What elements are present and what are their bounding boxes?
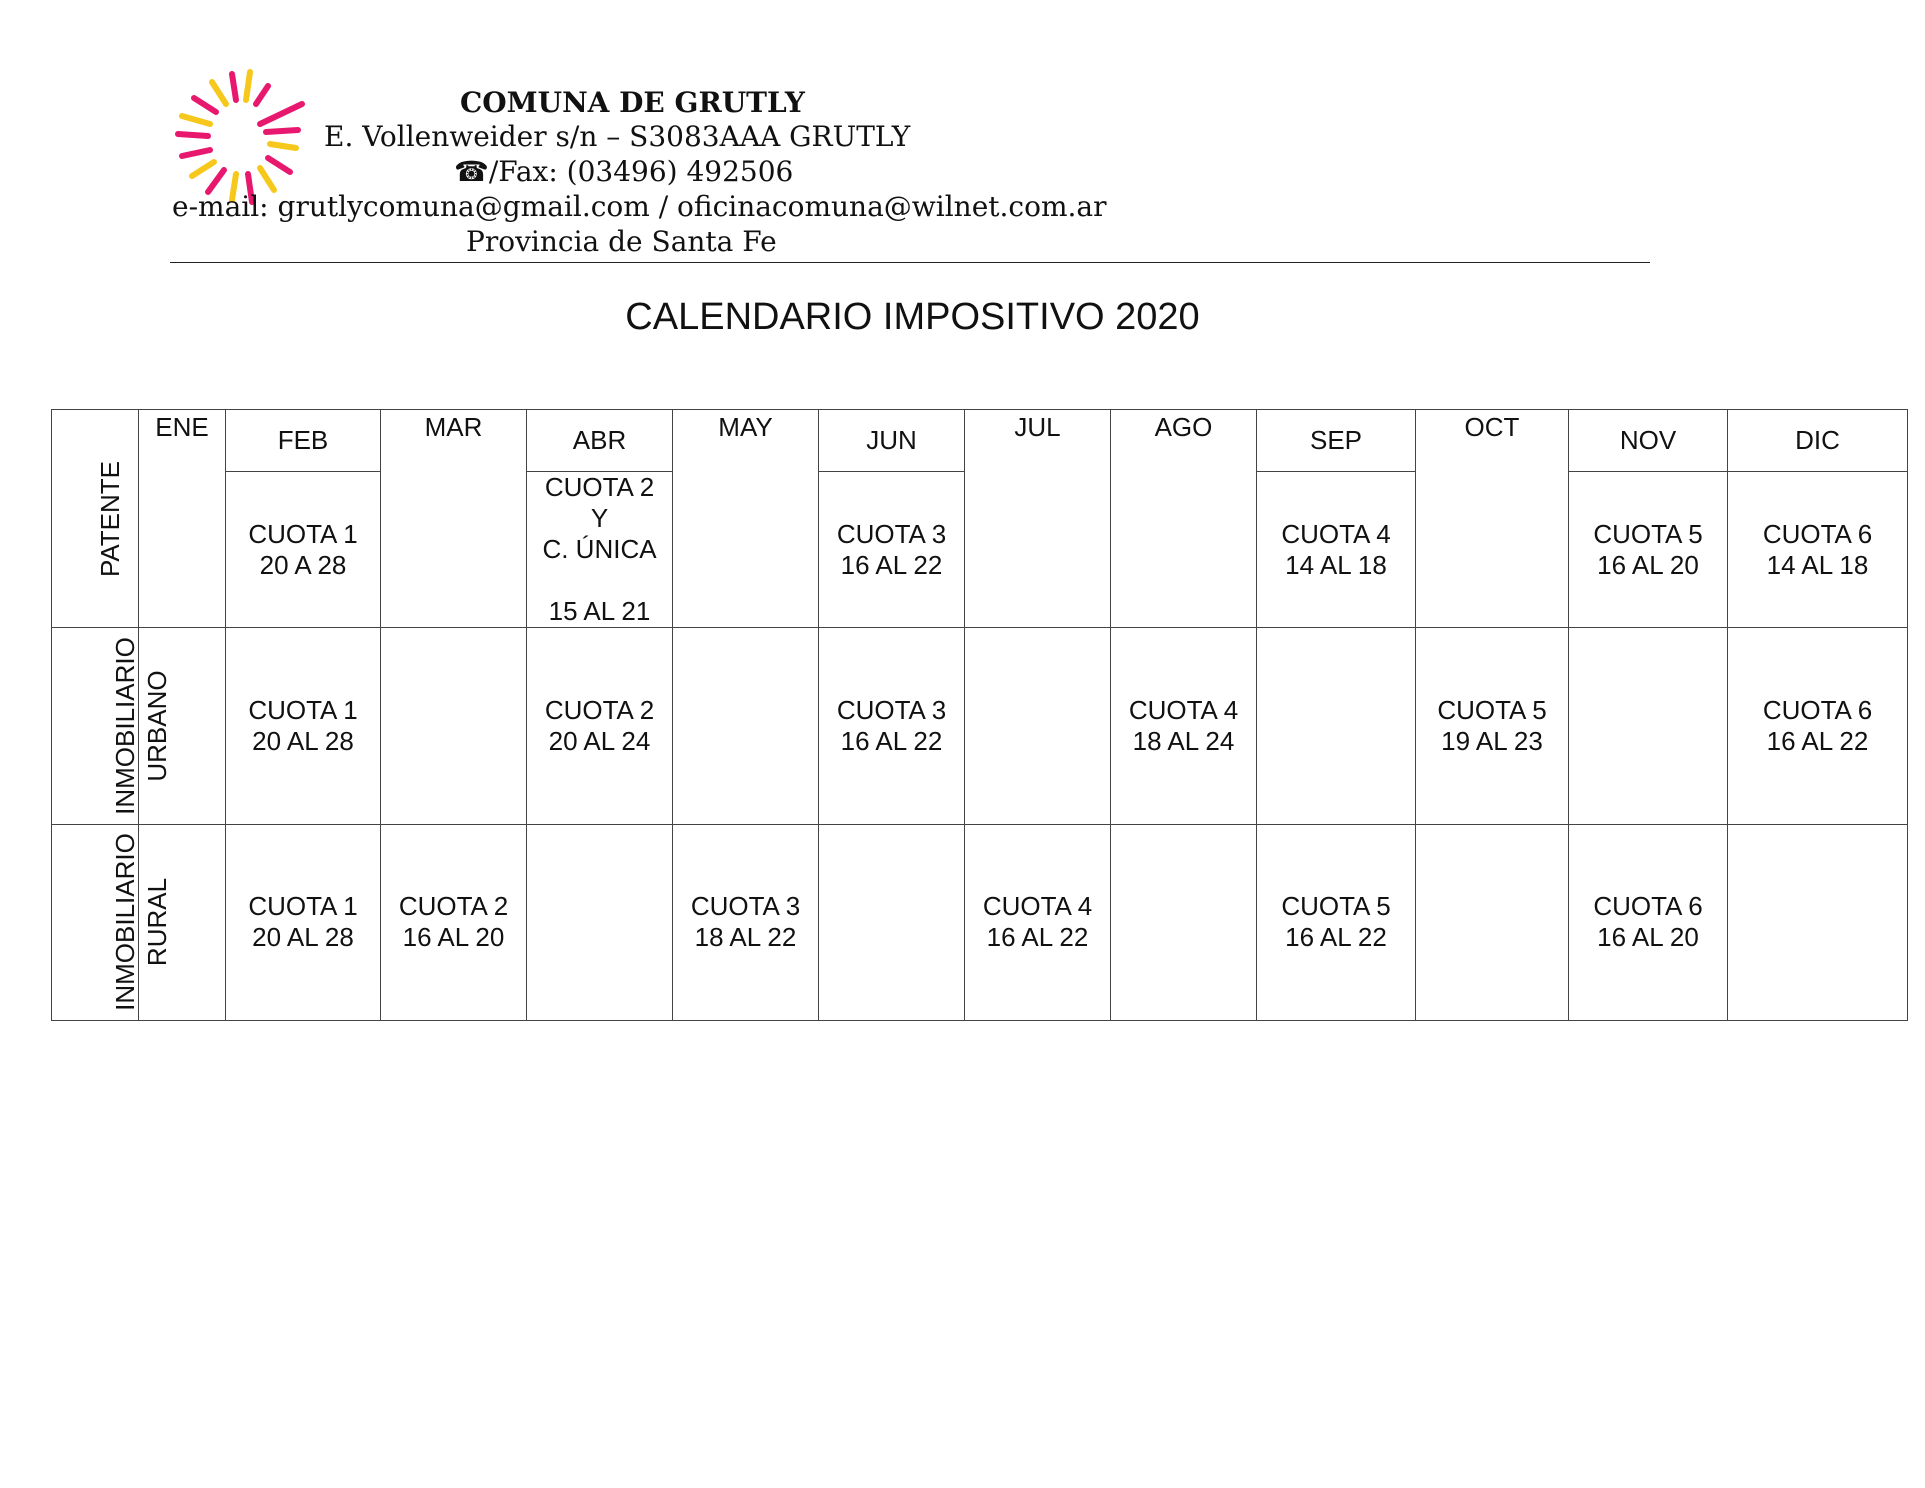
rural-sep-cell: CUOTA 5 16 AL 22: [1257, 824, 1416, 1020]
rural-jun-cell: [819, 824, 965, 1020]
table-row-urbano: [52, 628, 1908, 824]
rural-nov-cell: CUOTA 6 16 AL 20: [1569, 824, 1728, 1020]
patente-feb-cell: CUOTA 1 20 A 28: [226, 472, 381, 628]
tax-calendar-table: [51, 409, 1908, 1021]
urbano-dic-cell: CUOTA 6 16 AL 22: [1728, 628, 1908, 824]
urbano-sep-cell: [1257, 628, 1416, 824]
urbano-oct-cell: CUOTA 5 19 AL 23: [1416, 628, 1569, 824]
month-jul: JUL: [965, 410, 1111, 628]
org-name: COMUNA DE GRUTLY: [460, 86, 805, 119]
org-address: E. Vollenweider s/n – S3083AAA GRUTLY: [324, 120, 911, 153]
rural-dic-cell: [1728, 824, 1908, 1020]
header-divider: [170, 262, 1650, 263]
patente-nov-cell: CUOTA 5 16 AL 20: [1569, 472, 1728, 628]
month-jun: JUN: [819, 410, 965, 472]
rural-ago-cell: [1111, 824, 1257, 1020]
urbano-may-cell: [673, 628, 819, 824]
rural-may-cell: CUOTA 3 18 AL 22: [673, 824, 819, 1020]
page-title: CALENDARIO IMPOSITIVO 2020: [625, 296, 1200, 338]
row-label-rural: INMOBILIARIO RURAL: [52, 824, 139, 1020]
urbano-jun-cell: CUOTA 3 16 AL 22: [819, 628, 965, 824]
urbano-nov-cell: [1569, 628, 1728, 824]
month-sep: SEP: [1257, 410, 1416, 472]
month-abr: ABR: [527, 410, 673, 472]
table-row-patente-header: [52, 410, 1908, 472]
row-label-patente: PATENTE: [52, 410, 139, 628]
urbano-jul-cell: [965, 628, 1111, 824]
org-province: Provincia de Santa Fe: [466, 225, 777, 258]
patente-jun-cell: CUOTA 3 16 AL 22: [819, 472, 965, 628]
patente-abr-cell: CUOTA 2 Y C. ÚNICA 15 AL 21: [527, 472, 673, 628]
table-row-rural: [52, 824, 1908, 1020]
rural-jul-cell: CUOTA 4 16 AL 22: [965, 824, 1111, 1020]
month-oct: OCT: [1416, 410, 1569, 628]
month-ago: AGO: [1111, 410, 1257, 628]
patente-sep-cell: CUOTA 4 14 AL 18: [1257, 472, 1416, 628]
month-feb: FEB: [226, 410, 381, 472]
row-label-urbano: INMOBILIARIO URBANO: [52, 628, 139, 824]
urbano-abr-cell: CUOTA 2 20 AL 24: [527, 628, 673, 824]
org-email: e-mail: grutlycomuna@gmail.com / oficinacomuna@wilnet.com.ar: [172, 190, 1107, 223]
rural-feb-cell: CUOTA 1 20 AL 28: [226, 824, 381, 1020]
urbano-feb-cell: CUOTA 1 20 AL 28: [226, 628, 381, 824]
rural-oct-cell: [1416, 824, 1569, 1020]
patente-dic-cell: CUOTA 6 14 AL 18: [1728, 472, 1908, 628]
month-nov: NOV: [1569, 410, 1728, 472]
month-mar: MAR: [381, 410, 527, 628]
month-may: MAY: [673, 410, 819, 628]
rural-mar-cell: CUOTA 2 16 AL 20: [381, 824, 527, 1020]
org-phone: ☎/Fax: (03496) 492506: [454, 155, 794, 188]
rural-abr-cell: [527, 824, 673, 1020]
urbano-ago-cell: CUOTA 4 18 AL 24: [1111, 628, 1257, 824]
month-dic: DIC: [1728, 410, 1908, 472]
month-ene: ENE: [139, 410, 226, 628]
urbano-mar-cell: [381, 628, 527, 824]
starburst-logo-icon: [170, 68, 310, 208]
